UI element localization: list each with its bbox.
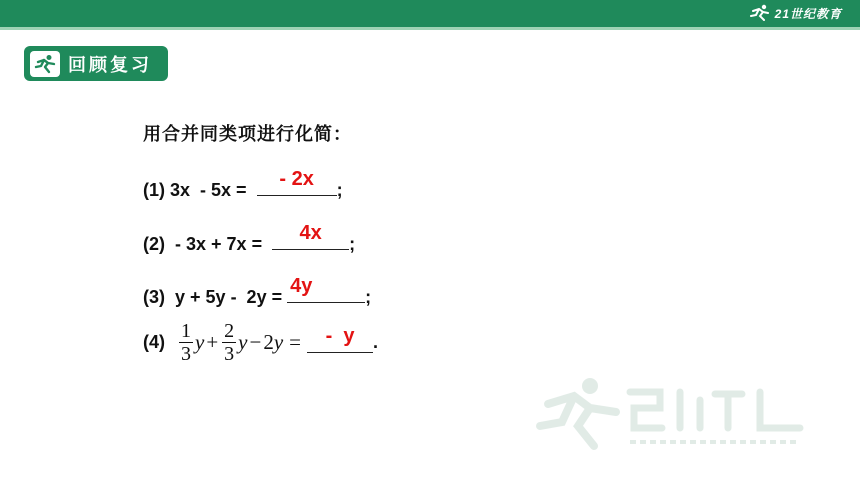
problem-expression: 3x - 5x = [170,180,252,200]
fraction-two-thirds [222,320,236,365]
coefficient: 2 [263,330,274,354]
answer-blank [257,168,337,196]
equals-sign: = [289,330,302,354]
variable-y: y [238,330,248,354]
problem-end: ; [365,287,372,307]
numerator: 1 [181,320,191,342]
answer-text: - y [325,325,355,347]
instruction-text: 用合并同类项进行化简： [143,124,352,145]
answer-text: 4y [290,275,313,297]
numerator: 2 [224,320,235,342]
problem-label: (4) [143,332,165,352]
problem-1 [143,168,343,201]
brand-text: 21世纪教育 [774,6,842,21]
answer-text: 4x [299,222,322,244]
problem-2 [143,222,356,255]
answer-blank [272,222,349,250]
operator-minus: − [249,330,262,354]
brand-logo [749,3,842,23]
problem-expression: y + 5y - 2y = [170,287,283,307]
problem-end: ; [336,180,343,200]
problem-3 [143,275,372,308]
operator-plus: + [206,330,219,354]
problem-end: ; [349,234,356,254]
fraction-one-third [179,320,193,365]
watermark-logo [530,372,820,452]
problem-end: . [373,332,379,352]
runner-icon [30,51,60,77]
problem-expression: - 3x + 7x = [170,234,268,254]
variable-y: y [195,330,205,354]
answer-blank [307,325,373,353]
problem-label: (2) [143,234,165,254]
denominator: 3 [181,343,191,365]
problem-label: (3) [143,287,165,307]
problem-label: (1) [143,180,165,200]
denominator: 3 [224,343,235,365]
section-title: 回顾复习 [68,54,152,76]
brand-runner-icon [749,4,771,22]
answer-text: - 2x [279,168,314,190]
answer-blank [287,275,365,303]
variable-y: y [273,330,284,354]
problem-4 [143,320,378,365]
